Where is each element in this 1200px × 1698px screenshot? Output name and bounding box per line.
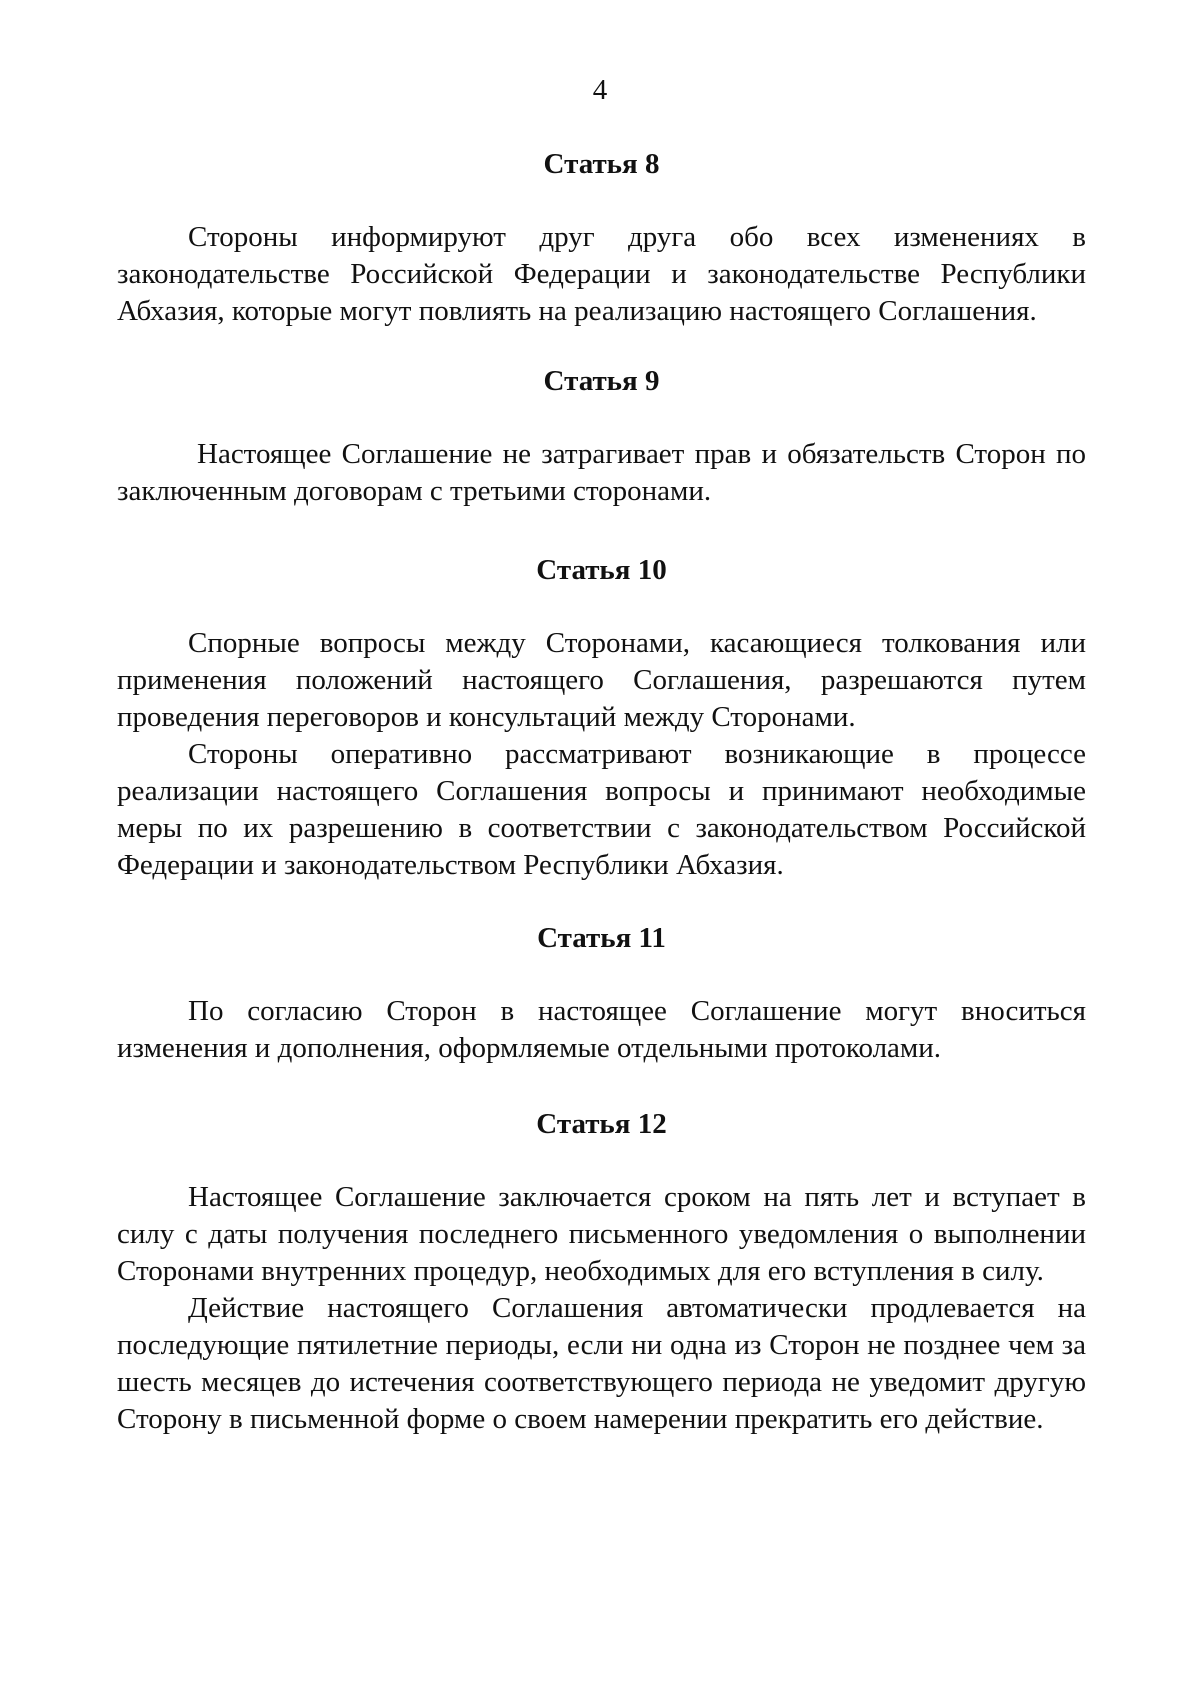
article-heading: Статья 8 — [543, 148, 660, 180]
article-body — [117, 219, 1086, 330]
article-body — [117, 625, 1086, 884]
paragraph: Стороны информируют друг друга обо всех изменениях в законодательстве Российской Федерации и законодательстве Республики Абхазия, которые могут повлиять на реализацию настоящего Соглашения. — [117, 221, 1086, 327]
paragraph: Спорные вопросы между Сторонами, касающиеся толкования или применения положений настоящего Соглашения, разрешаются путем проведения переговоров и консультаций между Сторонами. — [117, 627, 1086, 733]
article-body — [117, 1179, 1086, 1438]
article-body — [117, 993, 1086, 1067]
article-12 — [117, 1106, 1086, 1438]
article-10 — [117, 552, 1086, 884]
paragraph: Действие настоящего Соглашения автоматически продлевается на последующие пятилетние периоды, если ни одна из Сторон не позднее чем за шесть месяцев до истечения соответствующего периода не уведомит другую Сторону в письменной форме о своем намерении прекратить его действие. — [117, 1292, 1086, 1435]
paragraph: Стороны оперативно рассматривают возникающие в процессе реализации настоящего Соглашения вопросы и принимают необходимые меры по их разрешению в соответствии с законодательством Российской Федерации и законодательством Республики Абхазия. — [117, 738, 1086, 881]
paragraph: Настоящее Соглашение не затрагивает прав и обязательств Сторон по заключенным договорам с третьими сторонами. — [117, 438, 1086, 507]
page-number: 4 — [592, 74, 608, 106]
article-8 — [117, 146, 1086, 330]
article-heading: Статья 11 — [537, 922, 666, 954]
article-heading: Статья 10 — [536, 554, 667, 586]
paragraph: По согласию Сторон в настоящее Соглашение могут вноситься изменения и дополнения, оформляемые отдельными протоколами. — [117, 995, 1086, 1064]
article-heading: Статья 9 — [543, 365, 660, 397]
paragraph: Настоящее Соглашение заключается сроком на пять лет и вступает в силу с даты получения последнего письменного уведомления о выполнении Сторонами внутренних процедур, необходимых для его вступления в силу. — [117, 1181, 1086, 1287]
article-heading: Статья 12 — [536, 1108, 667, 1140]
article-11 — [117, 920, 1086, 1067]
article-9 — [117, 363, 1086, 510]
article-body — [117, 436, 1086, 510]
